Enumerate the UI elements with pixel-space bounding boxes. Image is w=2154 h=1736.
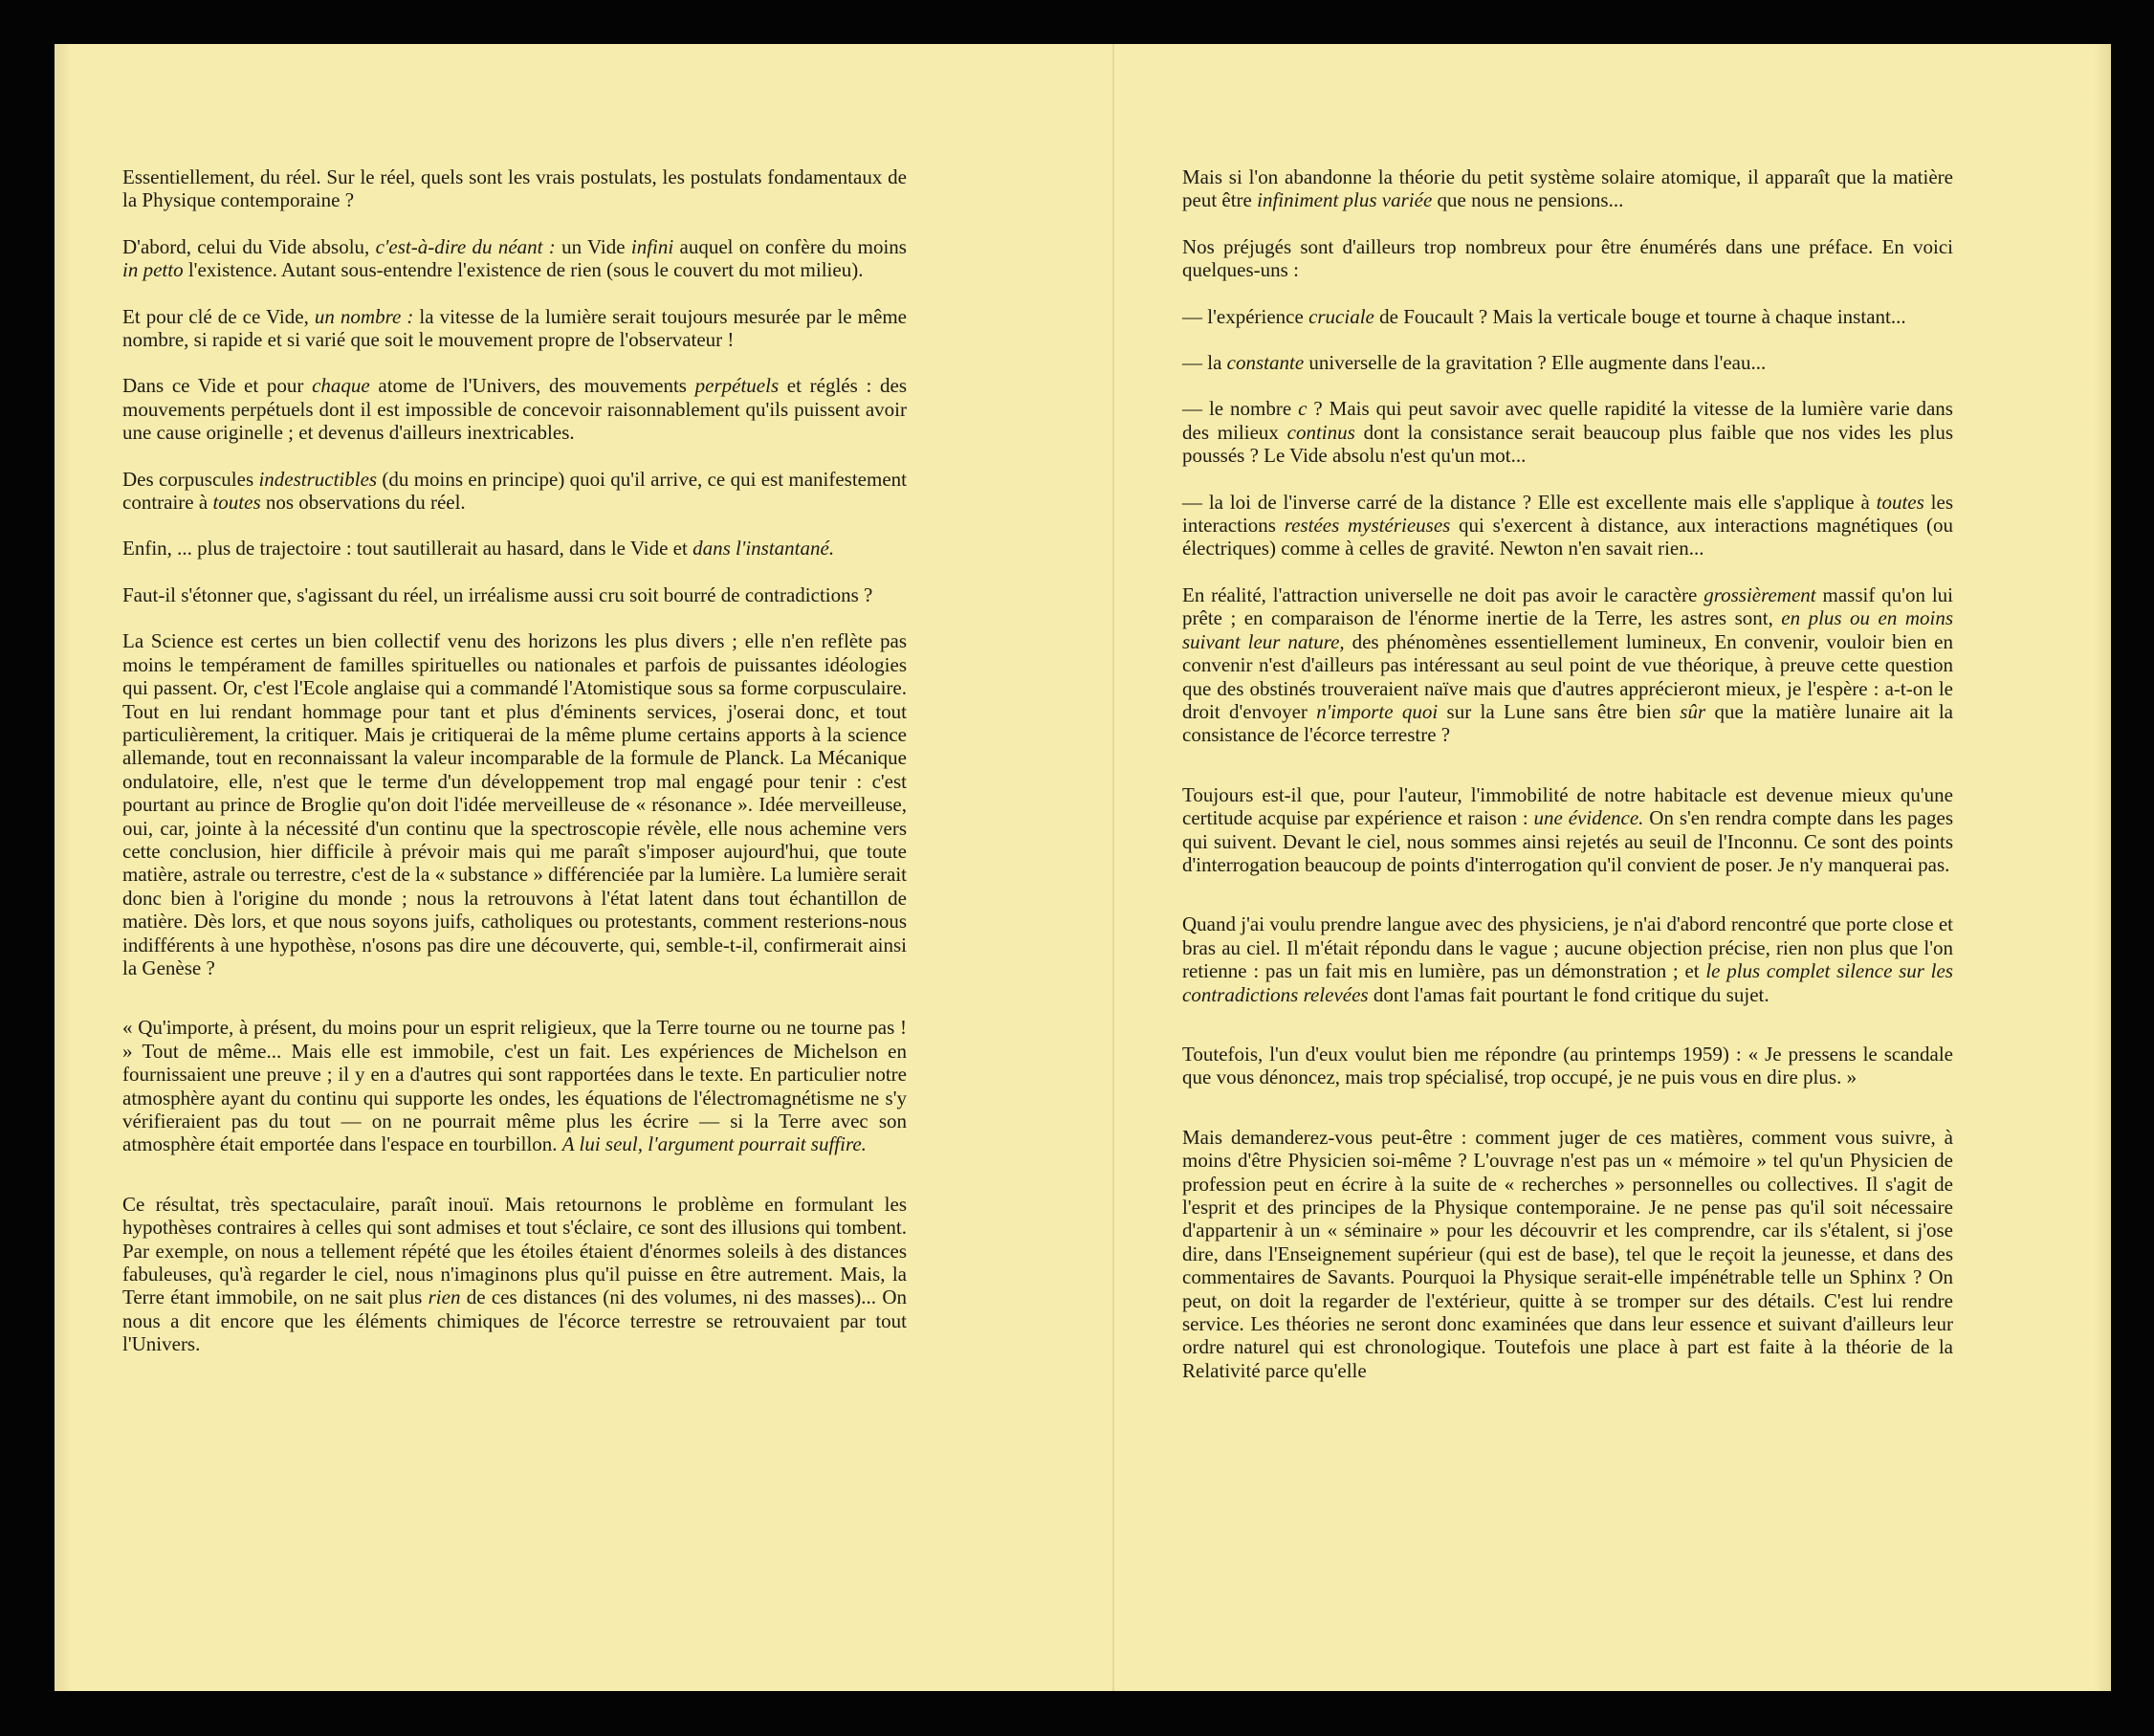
paragraph bbox=[122, 1016, 912, 1156]
text-run: En réalité, l'attraction universelle ne doit pas avoir le caractère bbox=[1182, 582, 1704, 606]
text-run: que nous ne pensions... bbox=[1432, 188, 1624, 212]
italic-text: un nombre : bbox=[314, 304, 414, 328]
paragraph bbox=[1182, 305, 1953, 328]
paragraph bbox=[1182, 351, 1953, 374]
italic-text: indestructibles bbox=[258, 467, 378, 491]
text-run: dont la consistance serait beaucoup plus faible que nos vides les plus poussés ? Le Vide absolu n'est qu'un mot... bbox=[1182, 420, 1959, 468]
right-page-edge bbox=[2094, 44, 2111, 1691]
text-run: Nos préjugés sont d'ailleurs trop nombreux pour être énumérés dans une préface. En voici quelques-uns : bbox=[1182, 234, 1959, 282]
text-run: Toujours est-il que, pour l'auteur, l'immobilité de notre habitacle est devenue mieux qu'une certitude acquise par expérience et raison : bbox=[1182, 782, 1959, 830]
text-run: On s'en rendra compte dans les pages qui suivent. Devant le ciel, nous sommes ainsi rejetés au seuil de l'Inconnu. Ce sont des points d'interrogation beaucoup de points d'interrogation qu'il convient de poser. Je n'y manquerai pas. bbox=[1182, 806, 1959, 876]
text-run: massif qu'on lui prête ; en comparaison de l'énorme inertie de la Terre, les astres sont, bbox=[1182, 582, 1959, 630]
document-sheet bbox=[55, 44, 2111, 1691]
text-run: Quand j'ai voulu prendre langue avec des physiciens, je n'ai d'abord rencontré que porte close et bras au ciel. Il m'était répondu dans le vague ; aucune objection précise, rien non plus que l'on retienne : pas un fait mis en lumière, pas un démonstration ; et bbox=[1182, 912, 1959, 983]
text-run: La Science est certes un bien collectif venu des horizons les plus divers ; elle n'en reflète pas moins le tempérament de familles spirituelles ou nationales et parfois de puissantes idéologies qui passent. Or, c'est l'Ecole anglaise qui a commandé l'Atomistique sous sa forme corpusculaire. Tout en lui rendant hommage pour tant et plus d'éminents services, j'oserai donc, et tout particulièrement, la critiquer. Mais je critiquerai de la même plume certains apports à la science allemande, tout en reconnaissant la valeur incomparable de la formule de Planck. La Mécanique ondulatoire, elle, n'est que le terme d'un développement trop mal engagé pour tenir : c'est pourtant au prince de Broglie qu'on doit l'idée merveilleuse de « résonance ». Idée merveilleuse, oui, car, jointe à la nécessité d'un continu que la spectroscopie révèle, elle nous achemine vers cette conclusion, hier difficile à prévoir mais qui me paraît s'imposer aujourd'hui, que toute matière, astrale ou terrestre, c'est de la « substance » différenciée par la lumière. La lumière serait donc bien à l'origine du monde ; nous la retrouvons à l'état latent dans tout échantillon de matière. Dès lors, et que nous soyons juifs, catholiques ou protestants, comment resterions-nous indifférents à une hypothèse, n'osons pas dire une découverte, qui, semble-t-il, confirmerait ainsi la Genèse ? bbox=[122, 629, 912, 979]
italic-text: c'est-à-dire du néant : bbox=[375, 234, 556, 258]
text-run: atome de l'Univers, des mouvements bbox=[369, 374, 695, 398]
text-run: nos observations du réel. bbox=[260, 491, 466, 515]
paragraph bbox=[122, 467, 912, 515]
italic-text: constante bbox=[1226, 351, 1305, 375]
paragraph bbox=[122, 537, 907, 560]
italic-text: le plus complet silence sur les contradictions relevées bbox=[1182, 959, 1959, 1006]
italic-text: rien bbox=[428, 1286, 461, 1309]
paragraph bbox=[1182, 490, 1959, 560]
paragraph bbox=[122, 583, 907, 606]
italic-text: cruciale bbox=[1308, 304, 1374, 328]
text-run: Ce résultat, très spectaculaire, paraît inouï. Mais retournons le problème en formulant les hypothèses contraires à celles qui sont admises et tout s'éclaire, ce sont des illusions qui tombent. Par exemple, on nous a tellement répété que les étoiles étaient d'énormes soleils à des distances fabuleuses, qu'à regarder le ciel, nous n'imaginons plus qu'il puisse en être autrement. Mais, la Terre étant immobile, on ne sait plus bbox=[122, 1192, 912, 1309]
paragraph bbox=[1182, 912, 1959, 1006]
paragraph bbox=[1182, 1125, 1959, 1382]
paragraph bbox=[1182, 782, 1959, 877]
left-page-text bbox=[122, 165, 912, 1379]
left-page-edge bbox=[55, 44, 72, 1691]
italic-text: dans l'instantané. bbox=[692, 537, 835, 560]
text-run: Et pour clé de ce Vide, bbox=[122, 304, 315, 328]
text-run: Mais demanderez-vous peut-être : comment juger de ces matières, comment vous suivre, à moins d'être Physicien soi-même ? L'ouvrage n'est pas un « mémoire » tel qu'un Physicien de profession peut en écrire à la suite de « recherches » personnelles ou collectives. Il s'agit de l'esprit et des principes de la Physique contemporaine. Je ne pense pas qu'il soit nécessaire d'appartenir à un « séminaire » pour les découvrir et les comprendre, car ils s'étalent, si j'ose dire, dans l'Enseignement supérieur (qui est de base), tel que le reçoit la jeunesse, et dans des commentaires de Savants. Pourquoi la Physique serait-elle impénétrable telle un Sphinx ? On peut, on doit la regarder de l'extérieur, quitte à se tromper sur des détails. C'est lui rendre service. Les théories ne seront donc examinées que dans leur essence et suivant d'ailleurs leur ordre naturel qui est chronologique. Toutefois une place à part est faite à la théorie de la Relativité parce qu'elle bbox=[1182, 1125, 1959, 1382]
text-run: un Vide bbox=[555, 234, 631, 258]
text-run: — la bbox=[1182, 351, 1227, 375]
text-run: Des corpuscules bbox=[122, 467, 259, 491]
text-run: Faut-il s'étonner que, s'agissant du réel, un irréalisme aussi cru soit bourré de contradictions ? bbox=[122, 582, 873, 606]
italic-text: chaque bbox=[312, 374, 370, 398]
text-run: sur la Lune sans être bien bbox=[1438, 699, 1681, 723]
italic-text: une évidence. bbox=[1533, 806, 1644, 830]
center-fold bbox=[1112, 44, 1114, 1691]
italic-text: infiniment plus variée bbox=[1257, 188, 1433, 212]
text-run: « Qu'importe, à présent, du moins pour un esprit religieux, que la Terre tourne ou ne tourne pas ! » Tout de même... Mais elle est immobile, c'est un fait. Les expériences de Michelson en fournissaient une preuve ; il y en a d'autres qui sont rapportées dans le texte. En particulier notre atmosphère ayant du continu qui supporte les ondes, les équations de l'électromagnétisme ne s'y vérifieraient pas du tout — on ne pourrait même plus les écrire — si la Terre avec son atmosphère était emportée dans l'espace en tourbillon. bbox=[122, 1016, 912, 1156]
text-run: (du moins en principe) quoi qu'il arrive, ce qui est manifestement contraire à bbox=[122, 467, 912, 515]
text-run: et réglés : des mouvements perpétuels dont il est impossible de concevoir raisonnablement qu'ils puissent avoir une cause originelle ; et devenus d'ailleurs inextricables. bbox=[122, 374, 912, 445]
italic-text: restées mystérieuses bbox=[1284, 514, 1451, 538]
text-run: Mais si l'on abandonne la théorie du petit système solaire atomique, il apparaît que la matière peut être bbox=[1182, 165, 1959, 212]
italic-text: en plus ou en moins suivant leur nature, bbox=[1182, 606, 1959, 653]
right-page-text bbox=[1182, 165, 1959, 1405]
text-run: dont l'amas fait pourtant le fond critique du sujet. bbox=[1368, 982, 1769, 1006]
text-run: ? Mais qui peut savoir avec quelle rapidité la vitesse de la lumière varie dans des milieux bbox=[1182, 397, 1959, 444]
italic-text: continus bbox=[1286, 420, 1355, 444]
text-run: Enfin, ... plus de trajectoire : tout sautillerait au hasard, dans le Vide et bbox=[122, 537, 693, 560]
text-run: — l'expérience bbox=[1182, 304, 1309, 328]
italic-text: grossièrement bbox=[1703, 582, 1816, 606]
italic-text: perpétuels bbox=[694, 374, 780, 398]
text-run: D'abord, celui du Vide absolu, bbox=[122, 234, 376, 258]
italic-text: n'importe quoi bbox=[1316, 699, 1439, 723]
paragraph bbox=[122, 304, 912, 352]
paragraph bbox=[122, 165, 912, 212]
paragraph bbox=[1182, 1042, 1959, 1089]
text-run: les interactions bbox=[1182, 490, 1959, 538]
italic-text: toutes bbox=[212, 491, 261, 515]
text-run: — la loi de l'inverse carré de la distance ? Elle est excellente mais elle s'applique à bbox=[1182, 490, 1877, 514]
text-run: de Foucault ? Mais la verticale bouge et tourne à chaque instant... bbox=[1374, 304, 1906, 328]
italic-text: A lui seul, l'argument pourrait suffire. bbox=[561, 1132, 867, 1156]
italic-text: infini bbox=[630, 234, 674, 258]
paragraph bbox=[122, 1192, 912, 1356]
text-run: — le nombre bbox=[1182, 397, 1299, 421]
paragraph bbox=[122, 374, 912, 445]
paragraph bbox=[122, 629, 912, 979]
paragraph bbox=[1182, 582, 1959, 747]
paragraph bbox=[1182, 234, 1959, 282]
italic-text: in petto bbox=[122, 258, 184, 282]
text-run: que la matière lunaire ait la consistance de l'écorce terrestre ? bbox=[1182, 699, 1959, 747]
italic-text: toutes bbox=[1876, 490, 1924, 514]
text-run: des phénomènes essentiellement lumineux, En convenir, vouloir bien en convenir n'est d'ailleurs pas intéressant au seul point de vue théorique, à preuve cette question que des obstinés trouveraient naïve mais que d'autres apprécieront mieux, je l'espère : a-t-on le droit d'envoyer bbox=[1182, 629, 1959, 723]
paragraph bbox=[122, 234, 912, 282]
text-run: l'existence. Autant sous-entendre l'existence de rien (sous le couvert du mot milieu). bbox=[183, 258, 864, 282]
italic-text: c bbox=[1298, 397, 1308, 421]
text-run: qui s'exercent à distance, aux interactions magnétiques (ou électriques) comme à celles de gravité. Newton n'en savait rien... bbox=[1182, 514, 1959, 560]
paragraph bbox=[1182, 397, 1959, 468]
text-run: Dans ce Vide et pour bbox=[122, 374, 313, 398]
text-run: Essentiellement, du réel. Sur le réel, quels sont les vrais postulats, les postulats fondamentaux de la Physique contemporaine ? bbox=[122, 165, 912, 212]
text-run: de ces distances (ni des volumes, ni des masses)... On nous a dit encore que les éléments chimiques de l'écorce terrestre se retrouvaient par tout l'Univers. bbox=[122, 1286, 912, 1356]
text-run: la vitesse de la lumière serait toujours mesurée par le même nombre, si rapide et si varié que soit le mouvement propre de l'observateur ! bbox=[122, 304, 912, 352]
text-run: auquel on confère du moins bbox=[673, 234, 912, 258]
italic-text: sûr bbox=[1680, 699, 1706, 723]
text-run: universelle de la gravitation ? Elle augmente dans l'eau... bbox=[1304, 351, 1767, 375]
paragraph bbox=[1182, 165, 1959, 212]
text-run: Toutefois, l'un d'eux voulut bien me répondre (au printemps 1959) : « Je pressens le scandale que vous dénoncez, mais trop spécialisé, trop occupé, je ne puis vous en dire plus. » bbox=[1182, 1042, 1959, 1089]
